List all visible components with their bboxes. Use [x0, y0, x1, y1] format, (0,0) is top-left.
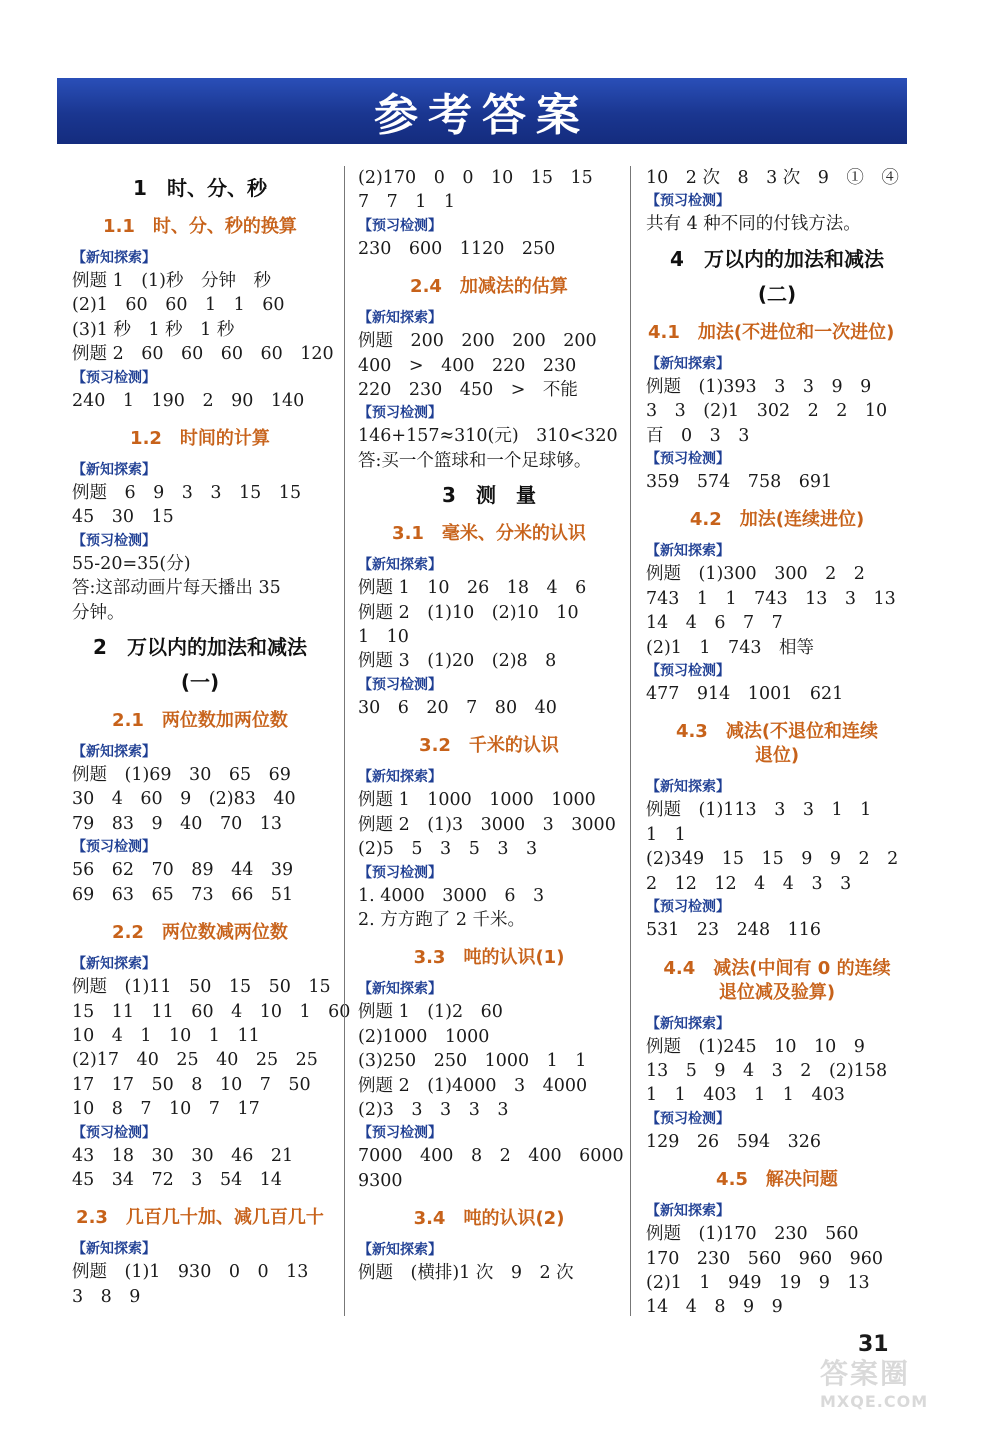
answer-line: (2)349 15 15 9 9 2 2	[646, 849, 899, 870]
section-heading: 4.4 减法(中间有 0 的连续	[663, 957, 891, 979]
section-heading: 4.2 加法(连续进位)	[689, 509, 865, 531]
answer-line: (2)1 60 60 1 1 60	[72, 295, 285, 316]
answer-line: 69 63 65 73 66 51	[72, 884, 294, 905]
answer-line: 531 23 248 116	[646, 920, 821, 941]
answer-line: 10 2 次 8 3 次 9 ① ④	[646, 168, 899, 188]
answer-line: 55-20=35(分)	[72, 553, 191, 574]
answer-line: 79 83 9 40 70 13	[72, 813, 282, 834]
section-heading: 2.3 几百几十加、减几百几十	[76, 1207, 324, 1229]
answer-line: (2)1 1 949 19 9 13	[646, 1272, 870, 1293]
answer-line: 10 8 7 10 7 17	[72, 1099, 260, 1120]
section-label: 【新知探索】	[358, 557, 442, 574]
chapter-heading: (一)	[180, 670, 220, 695]
section-label: 【预习检测】	[646, 193, 730, 210]
answer-line: 例题 3 (1)20 (2)8 8	[358, 651, 557, 672]
answer-line: 14 4 8 9 9	[646, 1297, 783, 1318]
answer-line: (2)17 40 25 40 25 25	[72, 1050, 318, 1071]
answer-line: 例题 200 200 200 200	[358, 331, 597, 352]
answer-line: 2. 方方跑了 2 千米。	[358, 909, 526, 930]
answer-line: 45 30 15	[72, 507, 174, 528]
section-label: 【预习检测】	[358, 217, 442, 234]
answer-line: 170 230 560 960 960	[646, 1248, 884, 1269]
page-number: 31	[858, 1332, 889, 1357]
answer-line: 例题 2 (1)10 (2)10 10	[358, 602, 579, 623]
answer-line: 例题 1 (1)2 60	[358, 1002, 503, 1023]
answer-line: 17 17 50 8 10 7 50	[72, 1074, 311, 1095]
answer-line: (2)3 3 3 3 3	[358, 1099, 509, 1120]
section-label: 【新知探索】	[646, 543, 730, 560]
answer-line: 9300	[358, 1170, 403, 1191]
answer-line: 1 1 403 1 1 403	[646, 1085, 845, 1106]
section-label: 【新知探索】	[358, 769, 442, 786]
answer-line: 10 4 1 10 1 11	[72, 1025, 260, 1046]
answer-line: 答:这部动画片每天播出 35	[72, 578, 281, 599]
section-heading: 4.3 减法(不退位和连续	[675, 721, 879, 743]
section-label: 【预习检测】	[72, 369, 156, 386]
answer-line: 例题 6 9 3 3 15 15	[72, 483, 302, 504]
section-label: 【新知探索】	[72, 956, 156, 973]
chapter-heading: 3 测 量	[442, 483, 536, 508]
answer-line: 30 4 60 9 (2)83 40	[72, 789, 296, 810]
answer-line: 例题 (1)245 10 10 9	[646, 1036, 865, 1057]
section-heading: 2.1 两位数加两位数	[112, 710, 288, 732]
section-label: 【预习检测】	[72, 1124, 156, 1141]
answer-line: 分钟。	[72, 602, 125, 623]
chapter-heading: (二)	[757, 281, 797, 306]
section-heading: 2.2 两位数减两位数	[112, 922, 288, 944]
section-label: 【新知探索】	[72, 462, 156, 479]
answer-line: 例题 2 (1)4000 3 4000	[358, 1075, 588, 1096]
watermark-logo-text: 答案圈	[820, 1357, 911, 1390]
answer-line: 3 3 (2)1 302 2 2 10	[646, 401, 888, 422]
section-label: 【预习检测】	[358, 864, 442, 881]
answer-line: 例题 (1)113 3 3 1 1	[646, 800, 872, 821]
section-heading: 2.4 加减法的估算	[410, 276, 568, 298]
answer-line: 7000 400 8 2 400 6000	[358, 1146, 624, 1167]
answer-line: 例题 (1)11 50 15 50 15	[72, 977, 331, 998]
answer-line: 7 7 1 1	[358, 192, 456, 213]
answer-line: (2)1000 1000	[358, 1026, 490, 1047]
answer-line: 例题 (横排)1 次 9 2 次	[358, 1263, 574, 1284]
answer-column-3	[646, 166, 908, 1316]
section-label: 【预习检测】	[646, 899, 730, 916]
answer-line: 例题 (1)393 3 3 9 9	[646, 376, 872, 397]
answer-line: 220 230 450 > 不能	[358, 380, 578, 401]
answer-line: 例题 (1)300 300 2 2	[646, 564, 865, 585]
answer-line: 例题 1 1000 1000 1000	[358, 790, 596, 811]
answer-line: 146+157≈310(元) 310<320	[358, 426, 618, 447]
section-label: 【预习检测】	[358, 1125, 442, 1142]
page-title: 参考答案	[374, 90, 590, 141]
answer-line: 例题 1 10 26 18 4 6	[358, 578, 587, 599]
section-heading: 4.1 加法(不进位和一次进位)	[648, 321, 895, 343]
watermark	[820, 1352, 980, 1422]
chapter-heading: 4 万以内的加法和减法	[670, 246, 884, 271]
answer-line: 例题 (1)170 230 560	[646, 1224, 859, 1245]
section-label: 【预习检测】	[646, 451, 730, 468]
section-label: 【预习检测】	[72, 532, 156, 549]
answer-line: 30 6 20 7 80 40	[358, 697, 557, 718]
answer-line: 3 8 9	[72, 1286, 141, 1307]
answer-line: 2 12 12 4 4 3 3	[646, 873, 852, 894]
section-label: 【新知探索】	[72, 744, 156, 761]
answer-line: (2)170 0 0 10 15 15	[358, 168, 593, 188]
column-divider	[630, 166, 631, 1316]
section-heading: 1.2 时间的计算	[130, 428, 270, 450]
answer-line: 百 0 3 3	[646, 425, 750, 446]
answer-line: (3)1 秒 1 秒 1 秒	[72, 319, 235, 340]
section-label: 【新知探索】	[358, 981, 442, 998]
section-label: 【预习检测】	[72, 839, 156, 856]
answer-line: 1. 4000 3000 6 3	[358, 885, 545, 906]
answer-line: (2)1 1 743 相等	[646, 637, 814, 658]
title-banner	[57, 78, 907, 144]
answer-line: 43 18 30 30 46 21	[72, 1145, 294, 1166]
section-label: 【新知探索】	[72, 250, 156, 266]
section-heading: 4.5 解决问题	[716, 1169, 838, 1191]
answer-line: 例题 (1)1 930 0 0 13	[72, 1262, 309, 1283]
section-label: 【新知探索】	[646, 355, 730, 372]
section-heading: 3.2 千米的认识	[419, 735, 559, 757]
answer-line: 359 574 758 691	[646, 472, 833, 493]
answer-line: 400 > 400 220 230	[358, 355, 577, 376]
answer-line: 230 600 1120 250	[358, 238, 556, 259]
answer-column-1	[72, 166, 351, 1316]
section-heading: 3.4 吨的认识(2)	[413, 1208, 565, 1230]
answer-line: 13 5 9 4 3 2 (2)158	[646, 1060, 888, 1081]
section-label: 【新知探索】	[646, 1015, 730, 1032]
column-divider	[344, 166, 345, 1316]
section-label: 【预习检测】	[646, 1110, 730, 1127]
section-label: 【新知探索】	[646, 779, 730, 796]
answer-line: 1 10	[358, 627, 409, 648]
answer-line: 1 1	[646, 824, 686, 845]
answer-line: (2)5 5 3 5 3 3	[358, 839, 538, 860]
section-label: 【预习检测】	[358, 405, 442, 422]
answer-line: 240 1 190 2 90 140	[72, 390, 305, 411]
answer-column-2	[358, 166, 624, 1316]
answer-line: 共有 4 种不同的付钱方法。	[646, 214, 861, 235]
chapter-heading: 2 万以内的加法和减法	[93, 635, 307, 660]
section-label: 【新知探索】	[358, 310, 442, 327]
answer-line: 例题 2 60 60 60 60 120	[72, 344, 334, 365]
answer-line: 15 11 11 60 4 10 1 60	[72, 1001, 351, 1022]
section-label: 【新知探索】	[646, 1203, 730, 1220]
section-heading: 3.1 毫米、分米的认识	[392, 523, 586, 545]
watermark-url: MXQE.COM	[820, 1392, 929, 1411]
section-heading: 1.1 时、分、秒的换算	[103, 216, 297, 237]
answer-line: 例题 1 (1)秒 分钟 秒	[72, 271, 271, 291]
answer-line: 56 62 70 89 44 39	[72, 860, 294, 881]
answer-line: 477 914 1001 621	[646, 684, 844, 705]
answer-line: 129 26 594 326	[646, 1131, 821, 1152]
section-label: 【新知探索】	[72, 1241, 156, 1258]
answer-line: 14 4 6 7 7	[646, 613, 783, 634]
answer-line: 例题 (1)69 30 65 69	[72, 765, 291, 786]
answer-line: 45 34 72 3 54 14	[72, 1169, 282, 1190]
section-heading: 3.3 吨的认识(1)	[413, 947, 565, 969]
answer-line: 答:买一个篮球和一个足球够。	[358, 450, 592, 471]
chapter-heading: 1 时、分、秒	[133, 176, 267, 200]
section-heading-cont: 退位)	[754, 745, 800, 767]
section-label: 【预习检测】	[646, 663, 730, 680]
section-label: 【新知探索】	[358, 1242, 442, 1259]
answer-line: 例题 2 (1)3 3000 3 3000	[358, 814, 616, 835]
answer-line: (3)250 250 1000 1 1	[358, 1051, 587, 1072]
answer-line: 743 1 1 743 13 3 13	[646, 588, 896, 609]
section-heading-cont: 退位减及验算)	[718, 981, 836, 1003]
section-label: 【预习检测】	[358, 676, 442, 693]
